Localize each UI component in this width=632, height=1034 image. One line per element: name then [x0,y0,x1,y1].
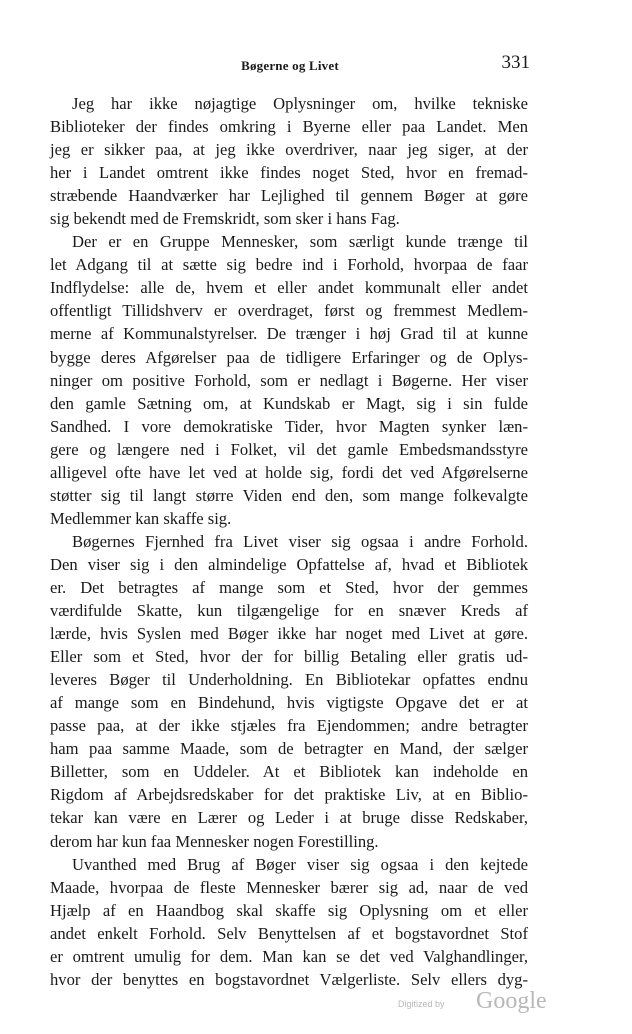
text-line: af mange som en Bindehund, hvis vigtigste Opgave det er at [50,693,528,713]
google-logo: Google [476,988,547,1014]
text-line: passe paa, at der ikke stjæles fra Ejendommen; andre betragter [50,716,528,736]
text-line: hvor der benyttes en bogstavordnet Vælgerliste. Selv ellers dyg- [50,969,528,989]
body-text [50,92,528,991]
page-header [50,52,530,80]
page-number: 331 [501,52,530,73]
text-line: Indflydelse: alle de, hvem et eller andet kommunalt eller andet [50,278,528,298]
text-line: ninger om positive Forhold, som er nedlagt i Bøgerne. Her viser [50,370,528,390]
text-line: støtter sig til langt større Viden end den, som mange folkevalgte [50,485,528,505]
text-line: let Adgang til at sætte sig bedre ind i Forhold, hvorpaa de faar [50,255,528,275]
text-line: Medlemmer kan skaffe sig. [50,508,232,528]
text-line: Bøgernes Fjernhed fra Livet viser sig ogsaa i andre Forhold. [72,531,528,551]
text-line: værdifulde Skatte, kun tilgængelige for en snæver Kreds af [50,601,528,621]
text-line: Eller som et Sted, hvor der for billig Betaling eller gratis ud- [50,647,528,667]
text-line: alligevel ofte have let ved at holde sig, fordi det ved Afgørelserne [50,462,528,482]
text-line: Der er en Gruppe Mennesker, som særligt kunde trænge til [72,232,528,252]
text-line: lærde, hvis Syslen med Bøger ikke har noget med Livet at gøre. [50,624,528,644]
text-line: tekar kan være en Lærer og Leder i at bruge disse Redskaber, [50,808,528,828]
text-line: stræbende Haandværker har Lejlighed til gennem Bøger at gøre [50,186,528,206]
running-title: Bøgerne og Livet [241,58,339,73]
text-line: Rigdom af Arbejdsredskaber for det praktiske Liv, at en Biblio- [50,785,528,805]
text-line: offentligt Tillidshverv er overdraget, først og fremmest Medlem- [50,301,528,321]
text-line: Maade, hvorpaa de fleste Mennesker bærer sig ad, naar de ved [50,877,528,897]
text-line: Biblioteker der findes omkring i Byerne eller paa Landet. Men [50,117,528,137]
text-line: Billetter, som en Uddeler. At et Bibliotek kan indeholde en [50,762,528,782]
text-line: sig bekendt med de Fremskridt, som sker i hans Fag. [50,209,400,229]
text-line: Sandhed. I vore demokratiske Tider, hvor Magten synker læn- [50,416,528,436]
text-line: bygge deres Afgørelser paa de tidligere Erfaringer og de Oplys- [50,347,528,367]
text-line: Hjælp af en Haandbog skal skaffe sig Oplysning om et eller [50,900,528,920]
digitized-by-label: Digitized by [398,999,445,1009]
text-line: leveres Bøger til Underholdning. En Bibliotekar opfattes endnu [50,670,528,690]
text-line: derom har kun faa Mennesker nogen Forestilling. [50,831,379,851]
text-line: Uvanthed med Brug af Bøger viser sig ogsaa i den kejtede [72,854,528,874]
text-line: Jeg har ikke nøjagtige Oplysninger om, hvilke tekniske [72,94,528,113]
text-line: gere og længere ned i Folket, vil det gamle Embedsmandsstyre [50,439,528,459]
text-line: den gamle Sætning om, at Kundskab er Magt, sig i sin fulde [50,393,528,413]
text-line: ham paa samme Maade, som de betragter en Mand, der sælger [50,739,528,759]
text-line: er omtrent umulig for dem. Man kan se det ved Valghandlinger, [50,946,528,966]
text-line: jeg er sikker paa, at jeg ikke overdriver, naar jeg siger, at der [50,140,528,160]
text-line: er. Det betragtes af mange som et Sted, hvor der gemmes [50,577,528,597]
text-line: Den viser sig i den almindelige Opfattelse af, hvad et Bibliotek [50,554,528,574]
digitized-watermark [398,988,558,1018]
text-line: andet enkelt Forhold. Selv Benyttelsen af et bogstavordnet Stof [50,923,528,943]
text-line: her i Landet omtrent ikke findes noget Sted, hvor en fremad- [50,163,528,183]
text-line: merne af Kommunalstyrelser. De trænger i høj Grad til at kunne [50,324,528,344]
